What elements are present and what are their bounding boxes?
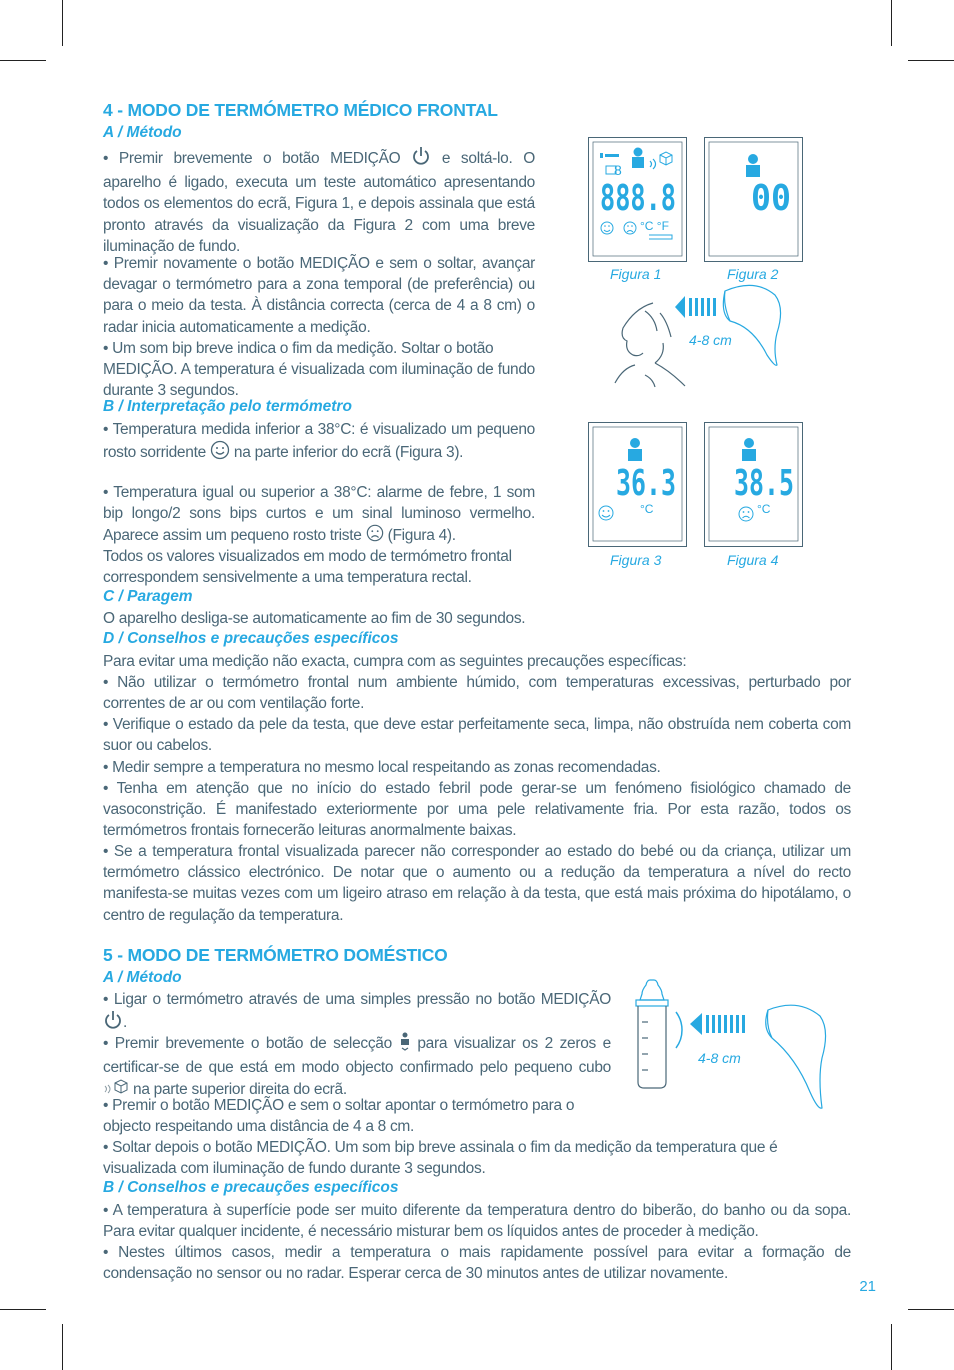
section5-a-paragraph1: • Ligar o termómetro através de uma simples pressão no botão MEDIÇÃO .	[103, 989, 611, 1036]
sad-face-icon	[739, 507, 753, 521]
section4-d-item5: • Se a temperatura frontal visualizada parecer não corresponder ao estado do bebé ou da criança, utilizar um termómetro clássico electrónico. De notar que o aumento ou a redução da temperatura a nível do recto manifesta-se muitas vezes com um ligeiro atraso em relação à da testa, que está mais próxima do hipotálamo, o centro de regulação da temperatura.	[103, 843, 851, 924]
section5-title: 5 - MODO DE TERMÓMETRO DOMÉSTICO	[103, 945, 448, 965]
person-icon	[628, 438, 642, 461]
figure3-display	[588, 422, 688, 548]
distance-label: 4-8 cm	[698, 1050, 741, 1066]
figure4-caption: Figura 4	[727, 552, 779, 568]
section4-a-paragraph2: • Premir novamente o botão MEDIÇÃO e sem o soltar, avançar devagar o termómetro para a zona temporal (de preferência) ou para o meio da testa. À distância correcta (cerca de 4 a 8 cm) o radar inicia automaticamente a medição.	[103, 255, 535, 336]
section5-a-paragraph3: • Premir o botão MEDIÇÃO e sem o soltar apontar o termómetro para o objecto respeitando uma distância de 4 a 8 cm.	[103, 1097, 575, 1136]
smiley-icon	[210, 440, 230, 466]
page-number: 21	[859, 1278, 876, 1295]
section4-b-title: B / Interpretação pelo termómetro	[103, 398, 352, 415]
figure2-digits: 00	[751, 178, 791, 219]
figure1-display	[588, 137, 688, 263]
figure3-digits: 36.3	[616, 463, 676, 504]
section4-d-item3: • Medir sempre a temperatura no mesmo local respeitando as zonas recomendadas.	[103, 759, 661, 776]
section4-b-paragraph1: • Temperatura medida inferior a 38°C: é visualizado um pequeno rosto sorridente na parte inferior do ecrã (Figura 3).	[103, 419, 535, 466]
section4-a-title: A / Método	[103, 124, 182, 141]
arrow-icon	[690, 1013, 702, 1035]
power-icon	[411, 146, 431, 172]
section4-d-item2: • Verifique o estado da pele da testa, que deve estar perfeitamente seca, limpa, não obstruída nem coberta com suor ou cabelos.	[103, 716, 851, 755]
section5-b-title: B / Conselhos e precauções específicos	[103, 1179, 399, 1196]
section4-a-paragraph3b: MEDIÇÃO. A temperatura é visualizada com iluminação de fundo durante 3 segundos.	[103, 361, 535, 400]
section4-c-title: C / Paragem	[103, 588, 193, 605]
selection-button-icon	[399, 1031, 411, 1057]
section4-c-paragraph: O aparelho desliga-se automaticamente ao fim de 30 segundos.	[103, 610, 526, 627]
svg-text:8: 8	[614, 162, 622, 178]
section5-b-paragraph1: • A temperatura à superfície pode ser muito diferente da temperatura dentro do biberão, do banho ou da sopa. Para evitar qualquer incidente, é necessário misturar bem os líquidos antes de proceder à medição.	[103, 1202, 851, 1241]
figure2-caption: Figura 2	[727, 266, 779, 282]
figure4-unit: °C	[757, 502, 771, 516]
section4-a-paragraph1: • Premir brevemente o botão MEDIÇÃO e soltá-lo. O aparelho é ligado, executa um teste automático apresentando todos os elementos do ecrã, Figura 1, e depois assinala que está pronto através da visualização da Figura 2 com uma breve iluminação de fundo.	[103, 146, 535, 257]
thermometer-icon	[766, 1005, 826, 1108]
section4-b-paragraph3: Todos os valores visualizados em modo de termómetro frontal correspondem sensivelmente a uma temperatura rectal.	[103, 548, 512, 587]
figure1-digits: 888.8	[600, 178, 676, 219]
figure4-digits: 38.5	[734, 463, 794, 504]
arrow-icon	[675, 296, 685, 318]
section5-b-paragraph2: • Nestes últimos casos, medir a temperatura o mais rapidamente possível para evitar a formação de condensação no sensor ou no radar. Esperar cerca de 30 minutos antes de utilizar novamente.	[103, 1244, 851, 1283]
figure3-unit: °C	[640, 502, 654, 516]
sad-face-icon	[366, 524, 384, 548]
figure2-display	[704, 137, 804, 263]
section4-d-title: D / Conselhos e precauções específicos	[103, 630, 399, 647]
distance-label: 4-8 cm	[689, 332, 732, 348]
section4-b-paragraph2: • Temperatura igual ou superior a 38°C: alarme de febre, 1 som bip longo/2 sons bips curtos e um sinal luminoso vermelho. Aparece assim um pequeno rosto triste (Figura 4).	[103, 482, 535, 549]
section4-a-paragraph3a: • Um som bip breve indica o fim da medição. Soltar o botão	[103, 340, 494, 357]
section4-d-intro: Para evitar uma medição não exacta, cumpra com as seguintes precauções específicas:	[103, 653, 687, 670]
section4-d-item1: • Não utilizar o termómetro frontal num ambiente húmido, com temperaturas excessivas, perturbado por correntes de ar ou com ventilação forte.	[103, 674, 851, 713]
figure1-caption: Figura 1	[610, 266, 662, 282]
forehead-measurement-illustration	[605, 283, 805, 393]
figure1-units: °C °F	[640, 219, 669, 233]
section5-a-title: A / Método	[103, 969, 182, 986]
thermometer-icon	[723, 285, 780, 365]
figure3-caption: Figura 3	[610, 552, 662, 568]
bottle-measurement-illustration	[630, 978, 840, 1118]
section5-a-paragraph2: • Premir brevemente o botão de selecção para visualizar os 2 zeros e certificar-se de que está em modo objecto confirmado pelo pequeno cubo na parte superior direita do ecrã.	[103, 1031, 611, 1103]
person-icon	[746, 154, 760, 177]
section4-title: 4 - MODO DE TERMÓMETRO MÉDICO FRONTAL	[103, 100, 498, 120]
section5-a-paragraph4: • Soltar depois o botão MEDIÇÃO. Um som bip breve assinala o fim da medição da temperatura que é visualizada com iluminação de fundo durante 3 segundos.	[103, 1139, 778, 1178]
section4-d-item4: • Tenha em atenção que no início do estado febril pode gerar-se um fenómeno fisiológico chamado de vasoconstrição. É manifestado exteriormente por uma pele relativamente fria. Por esta razão, todos os termómetros frontais fornecerão leituras anormalmente baixas.	[103, 780, 851, 840]
figure4-display	[704, 422, 804, 548]
baby-bottle-icon	[640, 980, 664, 1000]
smiley-icon	[599, 506, 613, 520]
person-icon	[742, 438, 756, 461]
